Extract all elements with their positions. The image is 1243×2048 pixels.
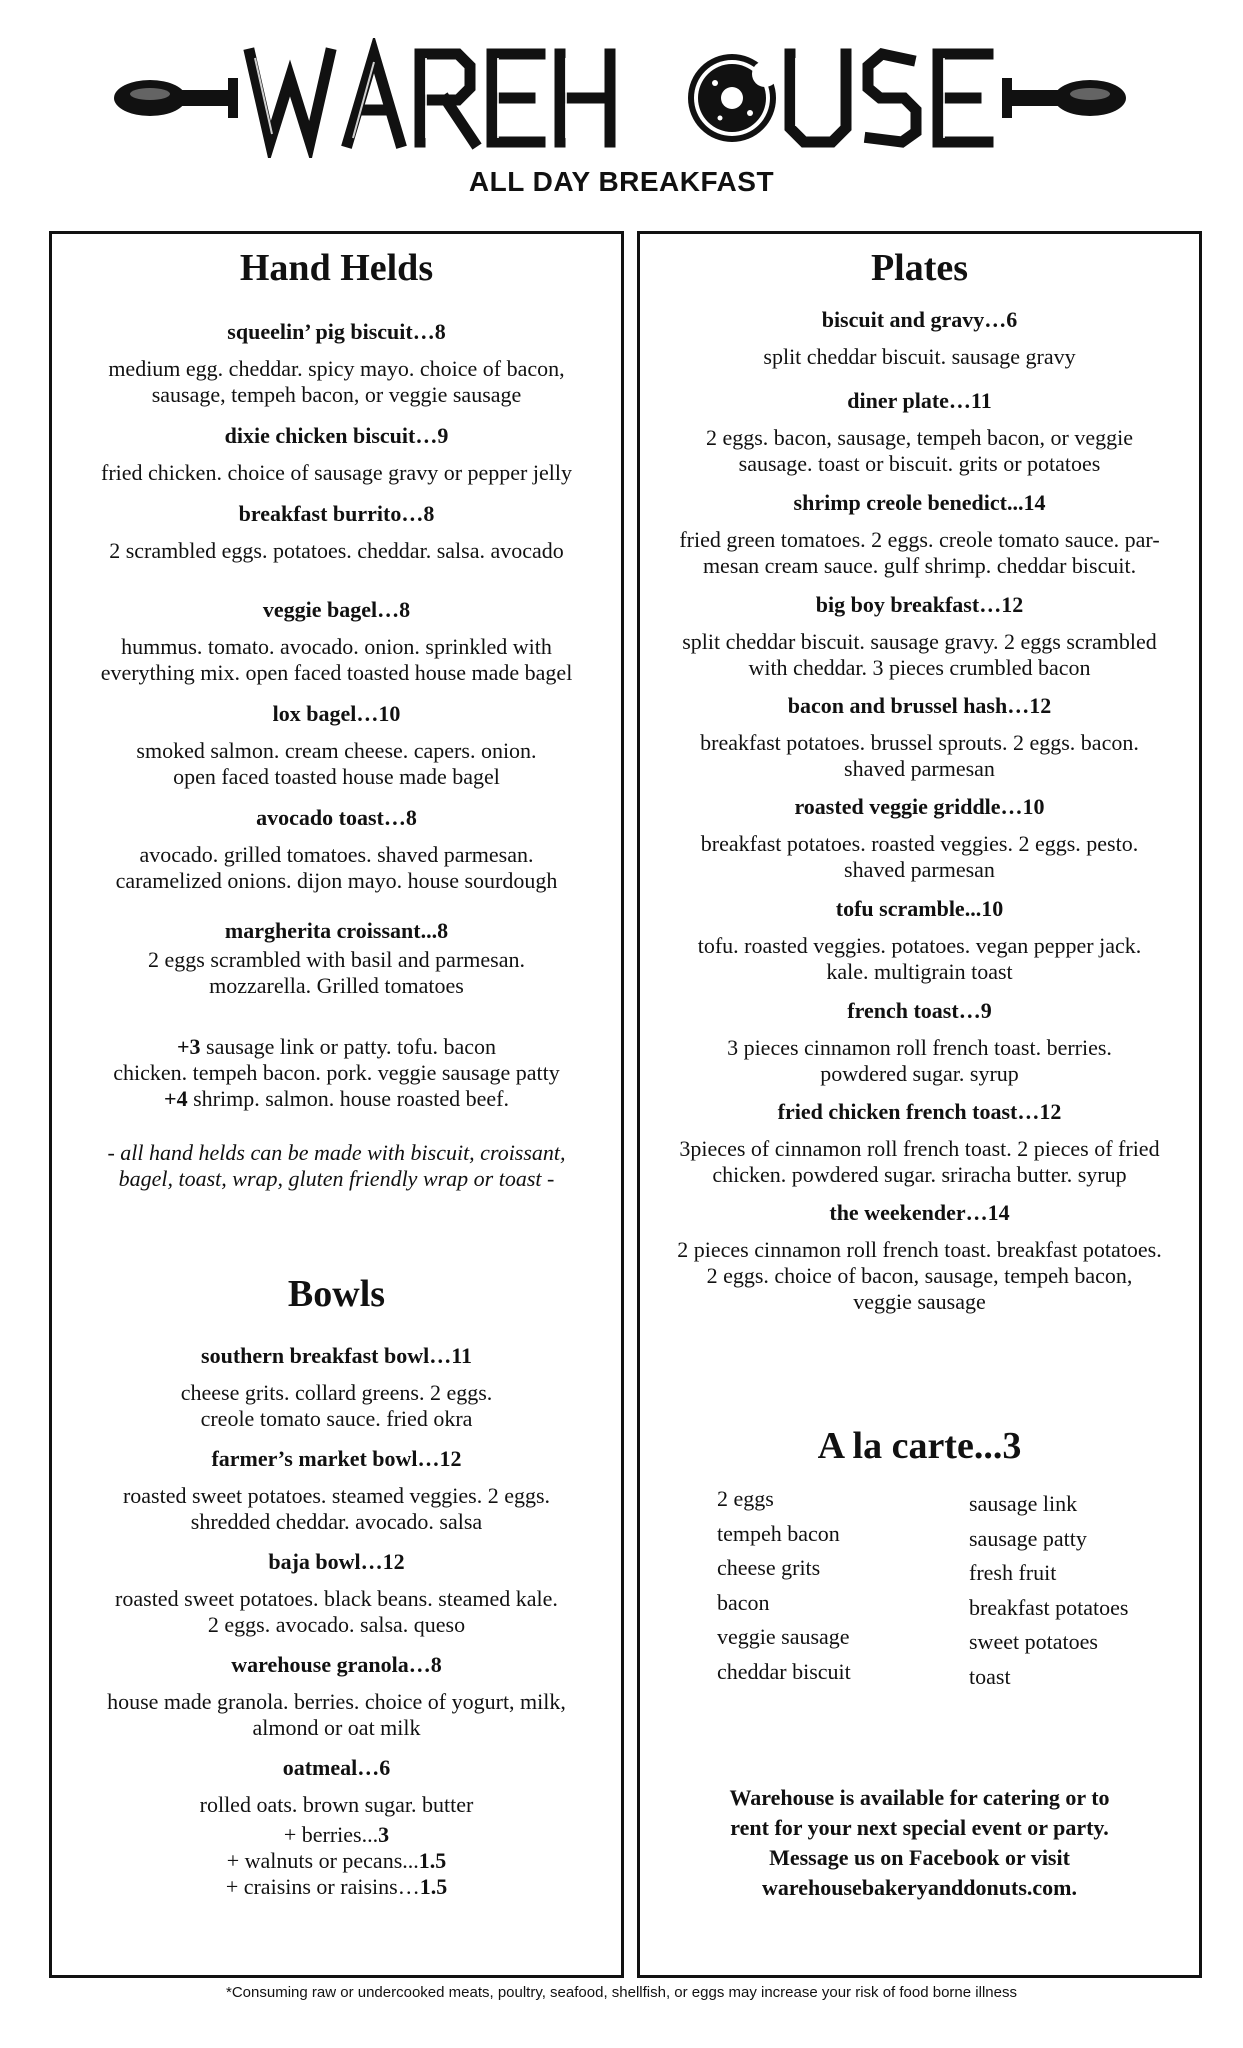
- menu-item: [648, 793, 1191, 883]
- left-menu-panel: [49, 231, 624, 1978]
- list-item: sausage patty: [969, 1525, 1087, 1551]
- add-ons: +3 sausage link or patty. tofu. bacon chicken. tempeh bacon. pork. veggie sausage patty +4 shrimp. salmon. house roasted beef.: [113, 1034, 560, 1111]
- item-desc: cheese grits. collard greens. 2 eggs. creole tomato sauce. fried okra: [180, 1380, 493, 1431]
- item-name: french toast…9: [847, 998, 992, 1023]
- menu-item: [648, 895, 1191, 985]
- item-desc: house made granola. berries. choice of yogurt, milk, almond or oat milk: [107, 1689, 566, 1740]
- list-item: sweet potatoes: [969, 1629, 1098, 1654]
- oatmeal-addons: + berries...3 + walnuts or pecans...1.5 + craisins or raisins…1.5: [225, 1822, 448, 1899]
- menu-item: [60, 700, 613, 790]
- list-item: fresh fruit: [969, 1560, 1057, 1585]
- item-name: southern breakfast bowl…11: [201, 1343, 472, 1368]
- warehouse-logo: [110, 38, 1130, 158]
- a-la-carte-title: A la carte...3: [817, 1425, 1022, 1467]
- item-desc: avocado. grilled tomatoes. shaved parmesan. caramelized onions. dijon mayo. house sourdough: [115, 842, 558, 893]
- item-desc: 2 pieces cinnamon roll french toast. breakfast potatoes. 2 eggs. choice of bacon, sausage, tempeh bacon, veggie sausage: [677, 1237, 1162, 1314]
- item-name: biscuit and gravy…6: [821, 307, 1018, 332]
- item-name: big boy breakfast…12: [815, 592, 1024, 617]
- menu-item: [648, 489, 1191, 579]
- item-name: farmer’s market bowl…12: [211, 1446, 462, 1471]
- menu-item: [60, 917, 613, 999]
- a-la-carte-right-list: [969, 1487, 1128, 1694]
- item-name: veggie bagel…8: [262, 597, 411, 622]
- menu-item: [648, 1098, 1191, 1188]
- item-desc: smoked salmon. cream cheese. capers. onion. open faced toasted house made bagel: [136, 738, 537, 789]
- menu-item: [648, 387, 1191, 477]
- a-la-carte-left-list: [717, 1482, 851, 1689]
- item-desc: 2 scrambled eggs. potatoes. cheddar. salsa. avocado: [109, 538, 564, 563]
- item-name: fried chicken french toast…12: [777, 1099, 1062, 1124]
- item-name: the weekender…14: [829, 1200, 1010, 1225]
- list-item: sausage link: [969, 1491, 1078, 1516]
- item-name: dixie chicken biscuit…9: [224, 423, 449, 448]
- donut-icon: [688, 54, 778, 142]
- item-desc: 3pieces of cinnamon roll french toast. 2 pieces of fried chicken. powdered sugar. sriracha butter. syrup: [679, 1136, 1160, 1187]
- list-item: cheddar biscuit: [717, 1658, 851, 1684]
- hand-helds-note: - all hand helds can be made with biscuit, croissant, bagel, toast, wrap, gluten friendly wrap or toast -: [107, 1140, 566, 1191]
- bowls-title: Bowls: [287, 1273, 386, 1315]
- item-name: roasted veggie griddle…10: [794, 794, 1045, 819]
- item-name: baja bowl…12: [268, 1549, 405, 1574]
- list-item: breakfast potatoes: [969, 1594, 1129, 1620]
- rolling-pin-left-handle: [114, 78, 238, 118]
- menu-item: [648, 692, 1191, 782]
- item-name: breakfast burrito…8: [238, 501, 435, 526]
- list-item: cheese grits: [717, 1555, 821, 1580]
- menu-item: [60, 596, 613, 686]
- menu-item: [60, 1548, 613, 1638]
- menu-item: [648, 1199, 1191, 1315]
- menu-item: [60, 1445, 613, 1535]
- item-name: tofu scramble...10: [835, 896, 1004, 921]
- item-name: oatmeal…6: [282, 1755, 391, 1780]
- menu-item: [60, 1342, 613, 1432]
- rolling-pin-right-handle: [1002, 78, 1126, 118]
- item-desc: fried chicken. choice of sausage gravy or pepper jelly: [101, 460, 572, 485]
- item-name: squeelin’ pig biscuit…8: [227, 319, 446, 344]
- menu-item: [60, 500, 613, 564]
- menu-item: [60, 318, 613, 408]
- list-item: tempeh bacon: [717, 1520, 840, 1546]
- catering-notice: Warehouse is available for catering or to rent for your next special event or party. Message us on Facebook or visit warehousebakeryanddonuts.com.: [729, 1785, 1110, 1900]
- list-item: toast: [969, 1663, 1011, 1689]
- list-item: bacon: [717, 1589, 770, 1615]
- list-item: 2 eggs: [717, 1486, 774, 1511]
- item-desc: breakfast potatoes. brussel sprouts. 2 eggs. bacon. shaved parmesan: [700, 730, 1139, 781]
- item-desc: 2 eggs. bacon, sausage, tempeh bacon, or veggie sausage. toast or biscuit. grits or potatoes: [705, 425, 1134, 476]
- item-desc: rolled oats. brown sugar. butter: [199, 1792, 474, 1817]
- menu-item: [60, 804, 613, 894]
- right-menu-panel: [637, 231, 1202, 1978]
- item-name: warehouse granola…8: [231, 1652, 442, 1677]
- menu-item: [60, 1754, 613, 1900]
- item-desc: roasted sweet potatoes. steamed veggies. 2 eggs. shredded cheddar. avocado. salsa: [122, 1483, 551, 1534]
- item-name: bacon and brussel hash…12: [787, 693, 1052, 718]
- item-name: shrimp creole benedict...14: [793, 490, 1046, 515]
- item-name: diner plate…11: [847, 388, 992, 413]
- item-desc: medium egg. cheddar. spicy mayo. choice of bacon, sausage, tempeh bacon, or veggie sausage: [108, 356, 565, 407]
- item-desc: fried green tomatoes. 2 eggs. creole tomato sauce. par- mesan cream sauce. gulf shrimp. cheddar biscuit.: [679, 527, 1160, 578]
- hand-helds-title: Hand Helds: [239, 247, 434, 289]
- item-desc: split cheddar biscuit. sausage gravy. 2 eggs scrambled with cheddar. 3 pieces crumbled bacon: [682, 629, 1157, 680]
- item-desc: split cheddar biscuit. sausage gravy: [763, 344, 1076, 369]
- menu-item: [60, 1651, 613, 1741]
- menu-item: [648, 306, 1191, 370]
- item-desc: hummus. tomato. avocado. onion. sprinkled with everything mix. open faced toasted house made bagel: [100, 634, 573, 685]
- menu-item: [648, 591, 1191, 681]
- menu-item: [60, 422, 613, 486]
- tagline: ALL DAY BREAKFAST: [468, 166, 775, 197]
- item-name: margherita croissant...8: [224, 918, 449, 943]
- item-desc: breakfast potatoes. roasted veggies. 2 eggs. pesto. shaved parmesan: [700, 831, 1139, 882]
- list-item: veggie sausage: [717, 1624, 850, 1649]
- item-desc: 3 pieces cinnamon roll french toast. berries. powdered sugar. syrup: [727, 1035, 1112, 1086]
- food-safety-disclaimer: *Consuming raw or undercooked meats, poultry, seafood, shellfish, or eggs may increase your risk of food borne illness: [226, 1984, 1017, 2001]
- item-desc: tofu. roasted veggies. potatoes. vegan pepper jack. kale. multigrain toast: [697, 933, 1142, 984]
- item-name: avocado toast…8: [256, 805, 417, 830]
- menu-item: [648, 997, 1191, 1087]
- logo-letters: [250, 54, 988, 142]
- plates-title: Plates: [870, 247, 969, 289]
- item-name: lox bagel…10: [272, 701, 401, 726]
- item-desc: 2 eggs scrambled with basil and parmesan. mozzarella. Grilled tomatoes: [148, 947, 525, 998]
- item-desc: roasted sweet potatoes. black beans. steamed kale. 2 eggs. avocado. salsa. queso: [115, 1586, 558, 1637]
